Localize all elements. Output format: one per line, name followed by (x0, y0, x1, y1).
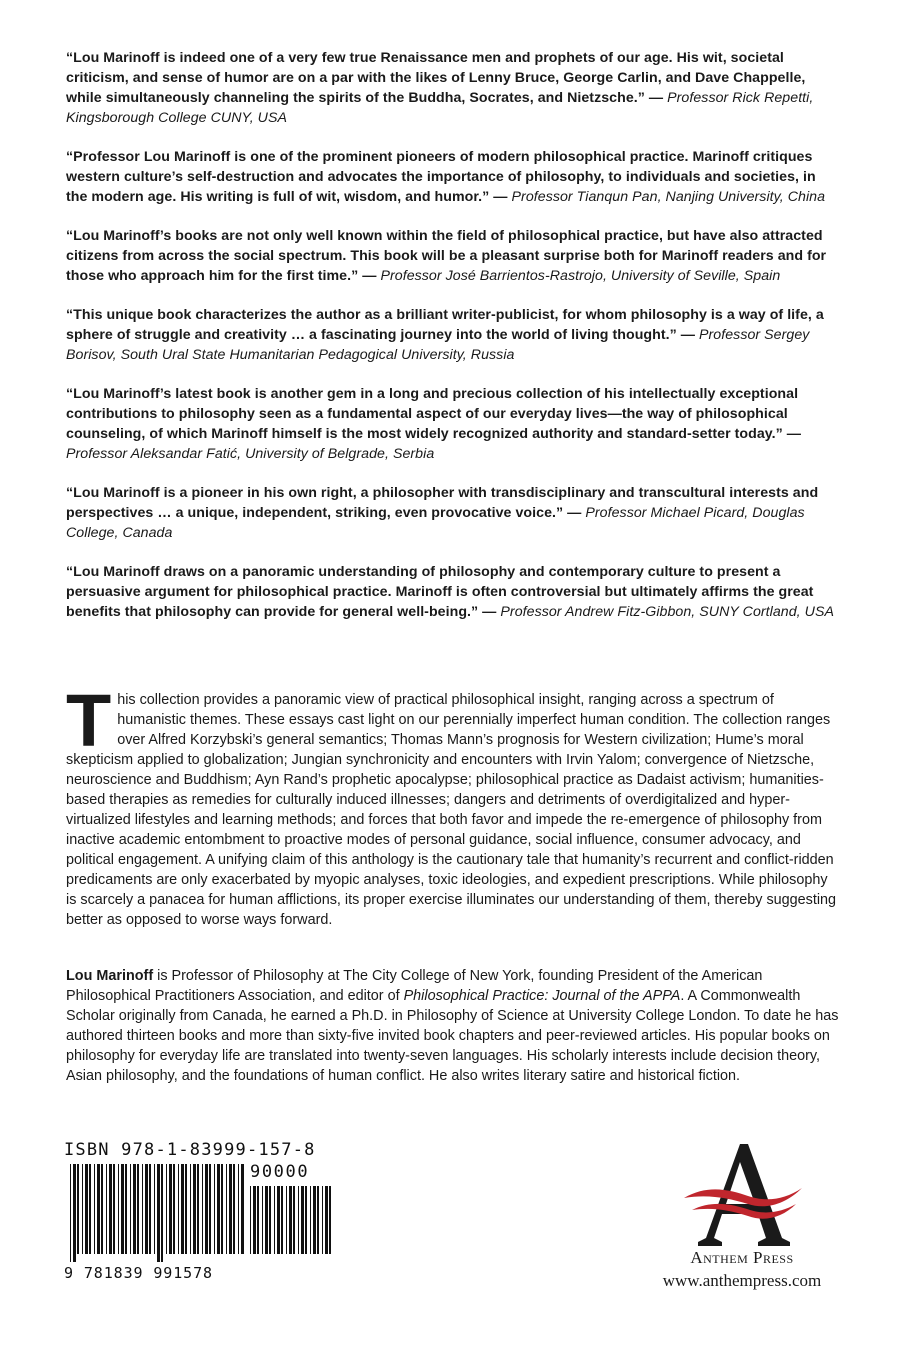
barcode-bar (301, 1186, 304, 1254)
barcode-bar (329, 1186, 331, 1254)
barcode-bar (178, 1164, 179, 1254)
barcode-bar (253, 1186, 256, 1254)
endorsement-quote (66, 305, 841, 365)
barcode-bar (89, 1164, 91, 1254)
barcode-bar (94, 1164, 95, 1254)
barcode-bar (101, 1164, 103, 1254)
drop-cap: T (66, 679, 112, 762)
barcode-bar (205, 1164, 208, 1254)
publisher-url: www.anthempress.com (662, 1271, 822, 1290)
barcode-bar (73, 1164, 76, 1262)
barcode-bar (209, 1164, 211, 1254)
endorsement-quote (66, 562, 841, 622)
barcode-bar (85, 1164, 88, 1254)
isbn-label: ISBN 978-1-83999-157-8 (64, 1140, 316, 1160)
quote-text: “Lou Marinoff is indeed one of a very few true Renaissance men and prophets of our age. His wit, societal criticism, and sense of humor are on a par with the likes of Lenny Bruce, George Carlin, and Dave Chappelle, while simultaneously channeling the spirits of the Buddha, Socrates, and Nietzsche.” — (66, 50, 806, 106)
journal-title: Philosophical Practice: Journal of the APPA (403, 988, 681, 1004)
barcode-bar (305, 1186, 307, 1254)
barcode-bar (185, 1164, 187, 1254)
quote-attribution: Professor Sergey Borisov, South Ural State Humanitarian Pedagogical University, Russia (66, 327, 810, 363)
description-text: his collection provides a panoramic view of practical philosophical insight, ranging across a spectrum of humanistic themes. These essays cast light on our perennially imperfect human condition. The collection ranges over Alfred Korzybski’s general semantics; Thomas Mann’s prognosis for Western civilization; Hume’s moral skepticism applied to globalization; Jungian synchronicity and encounters with Irvin Yalom; convergence of Nietzsche, neuroscience and Buddhism; Ayn Rand’s prophetic apocalypse; philosophical practice as Dadaist activism; humanities-based therapies as remedies for culturally induced illnesses; dangers and detriments of overdigitalized and hyper-virtualized lifestyles and learning methods; and forces that both favor and impede the re-emergence of philosophy from inactive academic entombment to proactive modes of personal guidance, social influence, consumer advocacy, and political engagement. A unifying claim of this anthology is the cautionary tale that humanity’s recurrent and conflict-ridden predicaments are only exacerbated by myopic analyses, toxic ideologies, and expedient prescriptions. While philosophy is scarcely a panacea for human afflictions, its proper exercise illuminates our understanding of them, thereby suggesting better as opposed to worse ways forward. (66, 692, 837, 928)
quote-text: “Professor Lou Marinoff is one of the prominent pioneers of modern philosophical practice. Marinoff critiques western culture’s self-destruction and advocates the importance of philosophy, to individuals and societies, in the modern age. His writing is full of wit, wisdom, and humor.” — (66, 149, 816, 205)
quote-attribution: Professor Michael Picard, Douglas College, Canada (66, 505, 805, 541)
barcode-bar (257, 1186, 259, 1254)
barcode-bar (221, 1164, 223, 1254)
barcode-bar (149, 1164, 151, 1254)
anthem-a-icon (678, 1140, 808, 1248)
barcode-bar (181, 1164, 184, 1254)
quote-attribution: Professor Aleksandar Fatić, University of Belgrade, Serbia (66, 446, 435, 462)
barcode-bar (281, 1186, 283, 1254)
endorsement-quote (66, 48, 841, 128)
quote-text: “Lou Marinoff’s latest book is another gem in a long and precious collection of his intellectually exceptional contributions to philosophy seen as a fundamental aspect of our everyday lives—the way of philosophical counseling, of which Marinoff himself is the most widely recognized authority and standard-setter today.” — (66, 386, 802, 442)
barcode-bar (262, 1186, 263, 1254)
bio-text-continued: . A Commonwealth Scholar originally from Canada, he earned a Ph.D. in Philosophy of Science at University College London. To date he has authored thirteen books and more than sixty-five invited book chapters and peer-reviewed articles. His popular books on philosophy for everyday life are translated into twenty-seven languages. His scholarly interests include decision theory, Asian philosophy, and the foundations of human conflict. He also writes literary satire and historical fiction. (66, 988, 839, 1084)
barcode-bar (265, 1186, 268, 1254)
publisher-logo (650, 1140, 850, 1300)
endorsement-quote (66, 384, 841, 464)
barcode-bar (310, 1186, 311, 1254)
barcode-addon-number: 90000 (250, 1162, 310, 1182)
barcode-bar (145, 1164, 148, 1254)
quote-attribution: Professor Tianqun Pan, Nanjing University, China (511, 189, 826, 205)
quote-attribution: Professor José Barrientos-Rastrojo, University of Seville, Spain (380, 268, 781, 284)
barcode-addon-bars (250, 1186, 334, 1262)
barcode-bar (109, 1164, 112, 1254)
barcode-bar (142, 1164, 143, 1254)
quote-text: “Lou Marinoff is a pioneer in his own right, a philosopher with transdisciplinary and transcultural interests and perspectives … a unique, independent, striking, even provocative voice.” — (66, 485, 819, 521)
barcode-bar (238, 1164, 239, 1254)
barcode-bar (298, 1186, 299, 1254)
barcode-bar (113, 1164, 115, 1254)
barcode-bar (250, 1186, 251, 1254)
endorsement-quote (66, 226, 841, 286)
barcode-bar (229, 1164, 232, 1254)
barcode-bar (325, 1186, 328, 1254)
barcode-bar (217, 1164, 220, 1254)
book-description (66, 679, 841, 930)
barcode-bar (197, 1164, 199, 1254)
barcode-bar (97, 1164, 100, 1254)
barcode-bar (226, 1164, 227, 1254)
barcode-bar (125, 1164, 127, 1254)
barcode-bar (190, 1164, 191, 1254)
barcode-bar (173, 1164, 175, 1254)
barcode-bar (70, 1164, 71, 1262)
barcode-bar (313, 1186, 316, 1254)
barcode-bar (161, 1164, 163, 1262)
barcode-bar (157, 1164, 160, 1262)
barcode-bar (214, 1164, 215, 1254)
barcode-bar (317, 1186, 319, 1254)
barcode-bar (233, 1164, 235, 1254)
barcode-bar (133, 1164, 136, 1254)
barcode-bar (289, 1186, 292, 1254)
barcode-bar (118, 1164, 119, 1254)
barcode-bar (154, 1164, 155, 1254)
barcode-bar (293, 1186, 295, 1254)
bio-text: is Professor of Philosophy at The City College of New York, founding President of the American Philosophical Practitioners Association, and editor of (66, 968, 763, 1004)
barcode-bar (277, 1186, 280, 1254)
barcode-bar (269, 1186, 271, 1254)
barcode-bar (286, 1186, 287, 1254)
quote-attribution: Professor Rick Repetti, Kingsborough College CUNY, USA (66, 90, 814, 126)
barcode-bar (241, 1164, 244, 1254)
barcode-bar (137, 1164, 139, 1254)
quote-text: “This unique book characterizes the author as a brilliant writer-publicist, for whom philosophy is a way of life, a sphere of struggle and creativity … a fascinating journey into the world of living thought.” — (66, 307, 824, 343)
barcode-bar (169, 1164, 172, 1254)
barcode-bar (121, 1164, 124, 1254)
quote-text: “Lou Marinoff’s books are not only well known within the field of philosophical practice, but have also attracted citizens from across the social spectrum. This book will be a pleasant surprise both for Marinoff readers and for those who approach him for the first time.” — (66, 228, 827, 284)
barcode-bar (77, 1164, 79, 1254)
barcode-bar (202, 1164, 203, 1254)
quote-text: “Lou Marinoff draws on a panoramic understanding of philosophy and contemporary culture to present a persuasive argument for philosophical practice. Marinoff is often controversial but ultimately affirms the great benefits that philosophy can provide for general well-being.” — (66, 564, 814, 620)
endorsements (66, 48, 841, 641)
barcode-bar (106, 1164, 107, 1254)
barcode-digits: 9 781839 991578 (64, 1264, 213, 1282)
barcode-bar (130, 1164, 131, 1254)
author-bio (66, 966, 841, 1086)
barcode-bar (274, 1186, 275, 1254)
barcode-bar (82, 1164, 83, 1254)
quote-attribution: Professor Andrew Fitz-Gibbon, SUNY Cortland, USA (500, 604, 834, 620)
publisher-name: Anthem Press (690, 1248, 794, 1267)
isbn-barcode (64, 1140, 339, 1280)
barcode-bar (193, 1164, 196, 1254)
barcode-bar (322, 1186, 323, 1254)
author-name: Lou Marinoff (66, 968, 154, 984)
barcode-bar (166, 1164, 167, 1254)
endorsement-quote (66, 147, 841, 207)
barcode-bars (70, 1164, 248, 1262)
endorsement-quote (66, 483, 841, 543)
